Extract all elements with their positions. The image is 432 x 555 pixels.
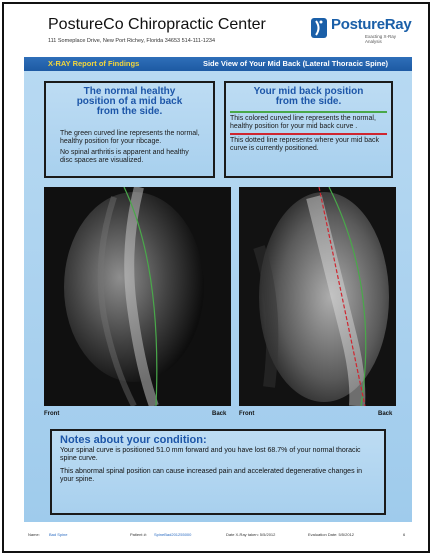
your-position-text-2: This dotted line represents where your mid back curve is currently positioned. xyxy=(230,137,380,152)
report-band-subtitle: Side View of Your Mid Back (Lateral Thoracic Spine) xyxy=(202,59,388,68)
left-xray-front-label: Front xyxy=(44,411,60,417)
logo-name: PostureRay xyxy=(331,16,412,33)
left-xray-back-label: Back xyxy=(212,411,227,417)
right-xray-back-label: Back xyxy=(378,411,393,417)
footer-xray-date: Date X-Ray taken: 5/5/2012 xyxy=(226,532,276,537)
report-page xyxy=(2,2,430,553)
normal-position-box xyxy=(44,81,215,178)
report-band-title: X-RAY Report of Findings xyxy=(48,59,140,68)
normal-position-text-2: No spinal arthritis is apparent and healthy disc spaces are visualized. xyxy=(60,149,189,164)
report-panel xyxy=(24,71,412,522)
notes-text-1: Your spinal curve is positioned 51.0 mm forward and you have lost 68.7% of your normal thoracic spine curve. xyxy=(60,447,361,462)
notes-text-2: This abnormal spinal position can cause increased pain and accelerated degenerative changes in your spine. xyxy=(60,468,362,483)
your-position-text-1: This colored curved line represents the normal, healthy position for your mid back curve . xyxy=(230,115,376,130)
your-position-box xyxy=(224,81,393,178)
logo-tagline: Exacting X-Ray Analysis xyxy=(365,34,397,44)
clinic-name: PostureCo Chiropractic Center xyxy=(48,16,266,33)
normal-position-title: The normal healthy position of a mid back from the side. xyxy=(76,86,183,117)
footer-patient-value: SpineBad201255000 xyxy=(154,532,192,537)
normal-xray-image xyxy=(44,187,231,406)
notes-box xyxy=(50,429,386,515)
clinic-address: 111 Someplace Drive, New Port Richey, Florida 34653 514-111-1234 xyxy=(48,38,216,44)
report-band xyxy=(24,57,412,71)
red-line-swatch xyxy=(230,133,387,135)
postureray-logo xyxy=(309,16,413,46)
footer-name-label: Name: xyxy=(28,532,40,537)
normal-position-text-1: The green curved line represents the normal, healthy position for your ribcage. xyxy=(60,130,200,145)
footer-eval-date: Evaluation Date: 5/5/2012 xyxy=(308,532,355,537)
footer-page-number: 6 xyxy=(403,532,406,537)
patient-xray-image xyxy=(239,187,396,406)
green-line-swatch xyxy=(230,111,387,113)
notes-title: Notes about your condition: xyxy=(60,434,207,446)
logo-mark-icon xyxy=(309,16,329,40)
right-xray-front-label: Front xyxy=(239,411,255,417)
footer-name-value: Bad Spine xyxy=(49,532,68,537)
your-position-title: Your mid back position from the side. xyxy=(253,86,364,107)
footer-patient-label: Patient #: xyxy=(130,532,147,537)
report-footer xyxy=(4,532,428,542)
